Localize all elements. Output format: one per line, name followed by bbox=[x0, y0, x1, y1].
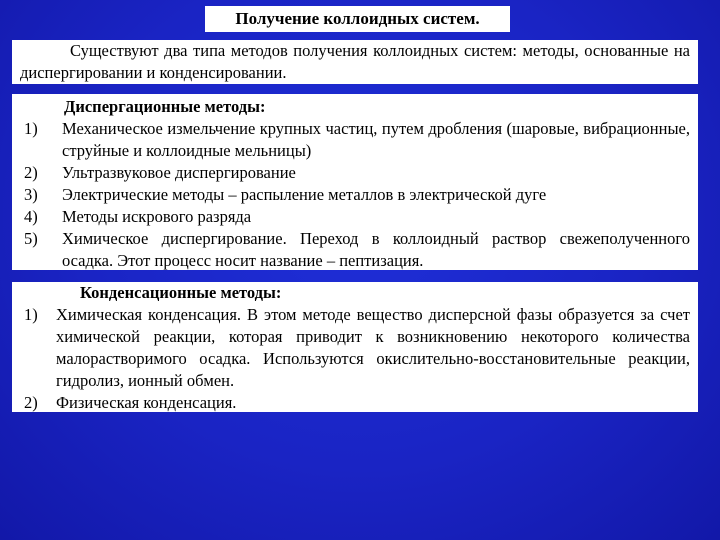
list-item bbox=[24, 392, 690, 414]
item-text: Химическое диспергирование. Переход в коллоидный раствор свежеполученного осадка. Этот процесс носит название – пептизация. bbox=[62, 229, 690, 270]
item-number: 1) bbox=[24, 305, 38, 324]
item-number: 2) bbox=[24, 163, 38, 182]
condensation-heading: Конденсационные методы: bbox=[80, 283, 282, 302]
condensation-methods-list bbox=[24, 304, 690, 414]
item-number: 5) bbox=[24, 229, 38, 248]
item-text: Методы искрового разряда bbox=[62, 207, 252, 226]
list-item bbox=[24, 304, 690, 392]
intro-text: Существуют два типа методов получения коллоидных систем: методы, основанные на диспергировании и конденсировании. bbox=[20, 41, 690, 82]
item-number: 3) bbox=[24, 185, 38, 204]
list-item bbox=[24, 118, 690, 162]
slide-title: Получение коллоидных систем. bbox=[205, 6, 510, 32]
list-item bbox=[24, 162, 690, 184]
dispersion-heading: Диспергационные методы: bbox=[64, 97, 266, 116]
list-item bbox=[24, 206, 690, 228]
item-number: 4) bbox=[24, 207, 38, 226]
intro-panel bbox=[12, 40, 698, 84]
item-text: Ультразвуковое диспергирование bbox=[62, 163, 296, 182]
item-number: 2) bbox=[24, 393, 38, 412]
list-item bbox=[24, 184, 690, 206]
dispersion-methods-list bbox=[24, 118, 690, 272]
dispersion-methods-panel bbox=[12, 94, 698, 270]
condensation-methods-panel bbox=[12, 282, 698, 412]
item-text: Химическая конденсация. В этом методе вещество дисперсной фазы образуется за счет химической реакции, которая приводит к возникновению некоторого количества малорастворимого осадка. Используются окислительно-восстановительные реакции, гидролиз, ионный обмен. bbox=[56, 305, 690, 390]
item-text: Физическая конденсация. bbox=[56, 393, 237, 412]
item-text: Механическое измельчение крупных частиц, путем дробления (шаровые, вибрационные, струйные и коллоидные мельницы) bbox=[62, 119, 690, 160]
item-text: Электрические методы – распыление металлов в электрической дуге bbox=[62, 185, 547, 204]
list-item bbox=[24, 228, 690, 272]
item-number: 1) bbox=[24, 119, 38, 138]
